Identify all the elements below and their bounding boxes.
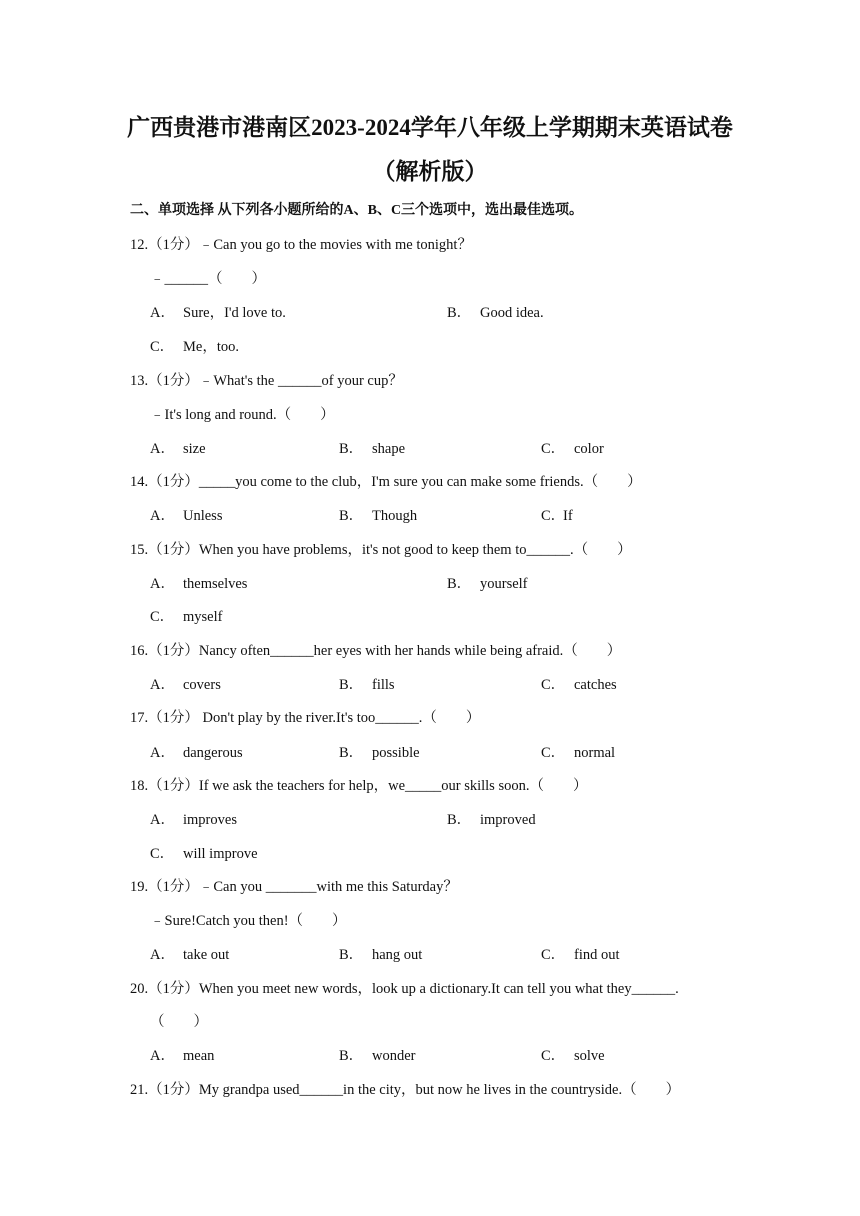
question-18-option-b[interactable]: B． improved [447,812,536,828]
question-20-option-a[interactable]: A． mean [150,1048,215,1064]
question-15-option-a[interactable]: A． themselves [150,576,248,592]
question-15-option-c[interactable]: C． myself [150,609,223,625]
question-16-option-c[interactable]: C． catches [541,677,617,693]
question-18-option-c[interactable]: C． will improve [150,846,258,862]
question-20-option-b[interactable]: B． wonder [339,1048,416,1064]
question-19-option-a[interactable]: A． take out [150,947,230,963]
question-16-option-a[interactable]: A． covers [150,677,221,693]
question-20-stem: 20.（1分）When you meet new words，look up a dictionary.It can tell you what they______. [130,981,679,997]
question-12-stem: 12.（1分）﹣Can you go to the movies with me tonight？ [130,237,472,253]
question-12-option-c[interactable]: C． Me，too. [150,339,239,355]
question-16-stem: 16.（1分）Nancy often______her eyes with her hands while being afraid.（ ） [130,643,622,659]
question-20-option-c[interactable]: C． solve [541,1048,605,1064]
question-13-option-b[interactable]: B． shape [339,441,406,457]
question-13-answer-line: ﹣It's long and round.（ ） [150,407,335,423]
section-heading: 二、单项选择 从下列各小题所给的A、B、C三个选项中，选出最佳选项。 [130,203,584,218]
question-18-stem: 18.（1分）If we ask the teachers for help，we_____our skills soon.（ ） [130,778,588,794]
question-13-option-c[interactable]: C． color [541,441,604,457]
question-12-answer-line: ﹣______（ ） [150,271,266,287]
question-20-answer-line: （ ） [150,1014,208,1030]
question-15-stem: 15.（1分）When you have problems，it's not good to keep them to______.（ ） [130,542,632,558]
question-12-option-b[interactable]: B． Good idea. [447,305,544,321]
question-21-stem: 21.（1分）My grandpa used______in the city，but now he lives in the countryside.（ ） [130,1082,681,1098]
question-14-option-a[interactable]: A． Unless [150,508,223,524]
question-13-stem: 13.（1分）﹣What's the ______of your cup？ [130,373,403,389]
question-18-option-a[interactable]: A． improves [150,812,237,828]
question-12-option-a[interactable]: A． Sure，I'd love to. [150,305,286,321]
question-17-stem: 17.（1分） Don't play by the river.It's too______.（ ） [130,710,481,726]
question-17-option-c[interactable]: C． normal [541,745,616,761]
question-19-answer-line: ﹣Sure!Catch you then!（ ） [150,913,347,929]
question-14-stem: 14.（1分）_____you come to the club，I'm sure you can make some friends.（ ） [130,474,642,490]
question-14-option-c[interactable]: C．If [541,508,573,524]
question-16-option-b[interactable]: B． fills [339,677,395,693]
document-subtitle: （解析版） [372,159,488,184]
question-19-stem: 19.（1分）﹣Can you _______with me this Saturday？ [130,879,458,895]
question-19-option-c[interactable]: C． find out [541,947,620,963]
document-title: 广西贵港市港南区2023-2024学年八年级上学期期末英语试卷 [127,115,733,140]
question-17-option-a[interactable]: A． dangerous [150,745,243,761]
question-19-option-b[interactable]: B． hang out [339,947,423,963]
question-14-option-b[interactable]: B． Though [339,508,418,524]
question-13-option-a[interactable]: A． size [150,441,206,457]
question-17-option-b[interactable]: B． possible [339,745,420,761]
question-15-option-b[interactable]: B． yourself [447,576,528,592]
